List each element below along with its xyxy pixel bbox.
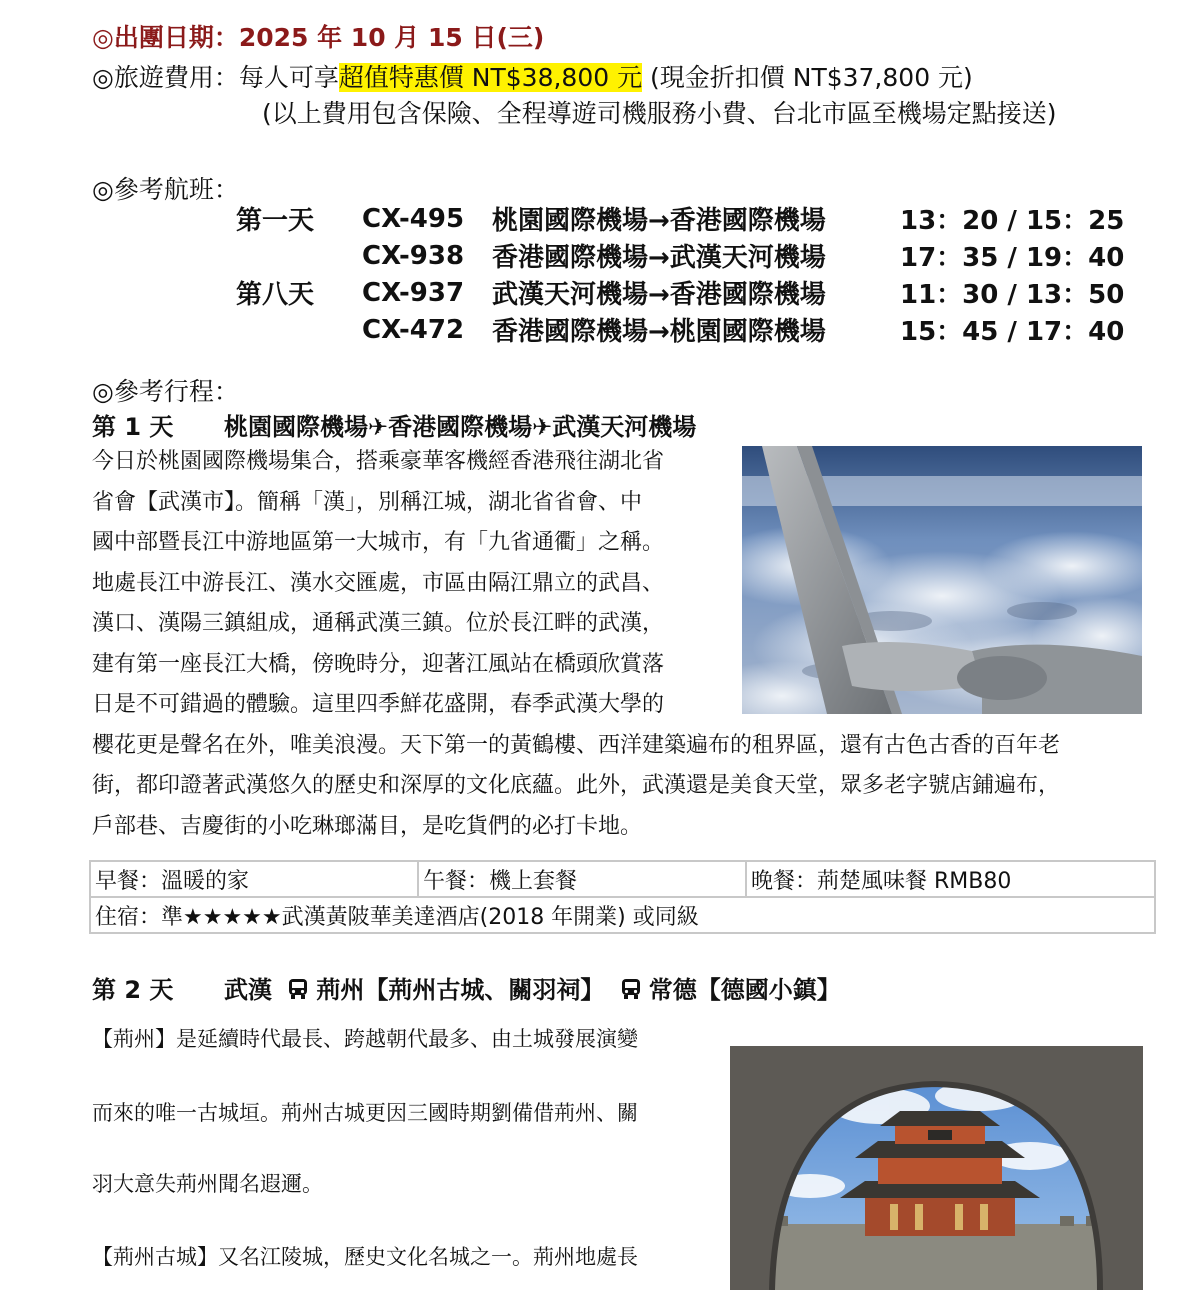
text-line: 建有第一座長江大橋，傍晚時分，迎著江風站在橋頭欣賞落 (92, 651, 665, 677)
fee-cash-price: (現金折扣價 NT$37,800 元) (642, 63, 973, 92)
lunch-cell: 午餐：機上套餐 (418, 861, 746, 897)
fee-mark: ◎ (92, 63, 114, 92)
flight-route: 桃園國際機場→香港國際機場 (492, 206, 826, 236)
flight-row (236, 200, 1124, 237)
text-line: 街，都印證著武漢悠久的歷史和深厚的文化底蘊。此外，武漢還是美食天堂，眾多老字號店鋪遍布， (92, 773, 1061, 798)
fee-note: (以上費用包含保險、全程導遊司機服務小費、台北市區至機場定點接送) (262, 99, 1057, 128)
text-line: 今日於桃園國際機場集合，搭乘豪華客機經香港飛往湖北省 (92, 449, 665, 474)
bus-icon (621, 978, 641, 1006)
tour-fee (92, 58, 973, 94)
flight-code: CX-937 (362, 277, 465, 308)
flight-time: 17：35 / 19：40 (900, 243, 1125, 273)
text-line: 櫻花更是聲名在外，唯美浪漫。天下第一的黃鶴樓、西洋建築遍布的租界區，還有古色古香的百年老 (92, 732, 1061, 758)
day1-heading (92, 407, 696, 442)
bus-icon (288, 978, 308, 1006)
flights-table (236, 200, 1124, 348)
fee-prefix: 旅遊費用：每人可享 (113, 63, 339, 92)
text-line: 日是不可錯過的體驗。這里四季鮮花盛開，春季武漢大學的 (92, 692, 665, 717)
day2-text-line: 羽大意失荊州聞名遐邇。 (92, 1172, 323, 1196)
day1-meals-table (89, 860, 1156, 934)
flight-day (236, 311, 362, 348)
text-line: 戶部巷、吉慶街的小吃琳瑯滿目，是吃貨們的必打卡地。 (92, 813, 643, 839)
flight-route: 武漢天河機場→香港國際機場 (492, 280, 826, 310)
day2-stop-wuhan: 武漢 (224, 976, 272, 1004)
day2-heading (92, 970, 841, 1006)
flight-row (236, 311, 1124, 348)
flight-row (236, 274, 1124, 311)
day2-stop-changde: 常德【德國小鎮】 (648, 976, 841, 1004)
flight-code: CX-472 (362, 314, 465, 345)
flight-time: 15：45 / 17：40 (900, 317, 1125, 347)
flight-row (236, 237, 1124, 274)
airplane-wing-photo (742, 446, 1142, 714)
breakfast-cell: 早餐：溫暖的家 (90, 861, 418, 897)
departure-date: ◎出團日期：2025 年 10 月 15 日(三) (92, 23, 545, 52)
text-line: 漢口、漢陽三鎮組成，通稱武漢三鎮。位於長江畔的武漢， (92, 611, 665, 636)
flight-day: 第八天 (236, 280, 315, 310)
day2-stop-jingzhou: 荊州【荊州古城、關羽祠】 (316, 976, 605, 1004)
text-line: 地處長江中游長江、漢水交匯處，市區由隔江鼎立的武昌、 (92, 570, 665, 596)
flight-time: 11：30 / 13：50 (900, 280, 1125, 310)
text-line: 省會【武漢市】。簡稱「漢」，別稱江城，湖北省省會、中 (92, 489, 643, 515)
flight-time: 13：20 / 15：25 (900, 206, 1125, 236)
day2-text-line: 而來的唯一古城垣。荊州古城更因三國時期劉備借荊州、關 (92, 1101, 638, 1125)
day2-label: 第 2 天 (92, 976, 174, 1004)
text-line: 國中部暨長江中游地區第一大城市，有「九省通衢」之稱。 (92, 530, 665, 555)
fee-highlight: 超值特惠價 NT$38,800 元 (338, 63, 643, 92)
flight-route: 香港國際機場→武漢天河機場 (492, 243, 826, 273)
hotel-cell: 住宿：準★★★★★武漢黃陂華美達酒店(2018 年開業) 或同級 (90, 897, 1155, 933)
flight-day: 第一天 (236, 206, 315, 236)
itinerary-section-title: ◎參考行程： (92, 377, 239, 406)
day2-text-line: 【荊州】是延續時代最長、跨越朝代最多、由土城發展演變 (92, 1027, 638, 1051)
flight-day (236, 237, 362, 274)
day1-route: 桃園國際機場✈香港國際機場✈武漢天河機場 (224, 413, 697, 441)
flights-section-title: ◎參考航班： (92, 175, 239, 204)
dinner-cell: 晚餐：荊楚風味餐 RMB80 (746, 861, 1155, 897)
jingzhou-gate-photo (730, 1046, 1143, 1290)
day2-text-line: 【荊州古城】又名江陵城，歷史文化名城之一。荊州地處長 (92, 1245, 638, 1269)
day1-label: 第 1 天 (92, 413, 174, 441)
flight-route: 香港國際機場→桃園國際機場 (492, 317, 826, 347)
flight-code: CX-938 (362, 240, 465, 271)
flight-code: CX-495 (362, 203, 465, 234)
